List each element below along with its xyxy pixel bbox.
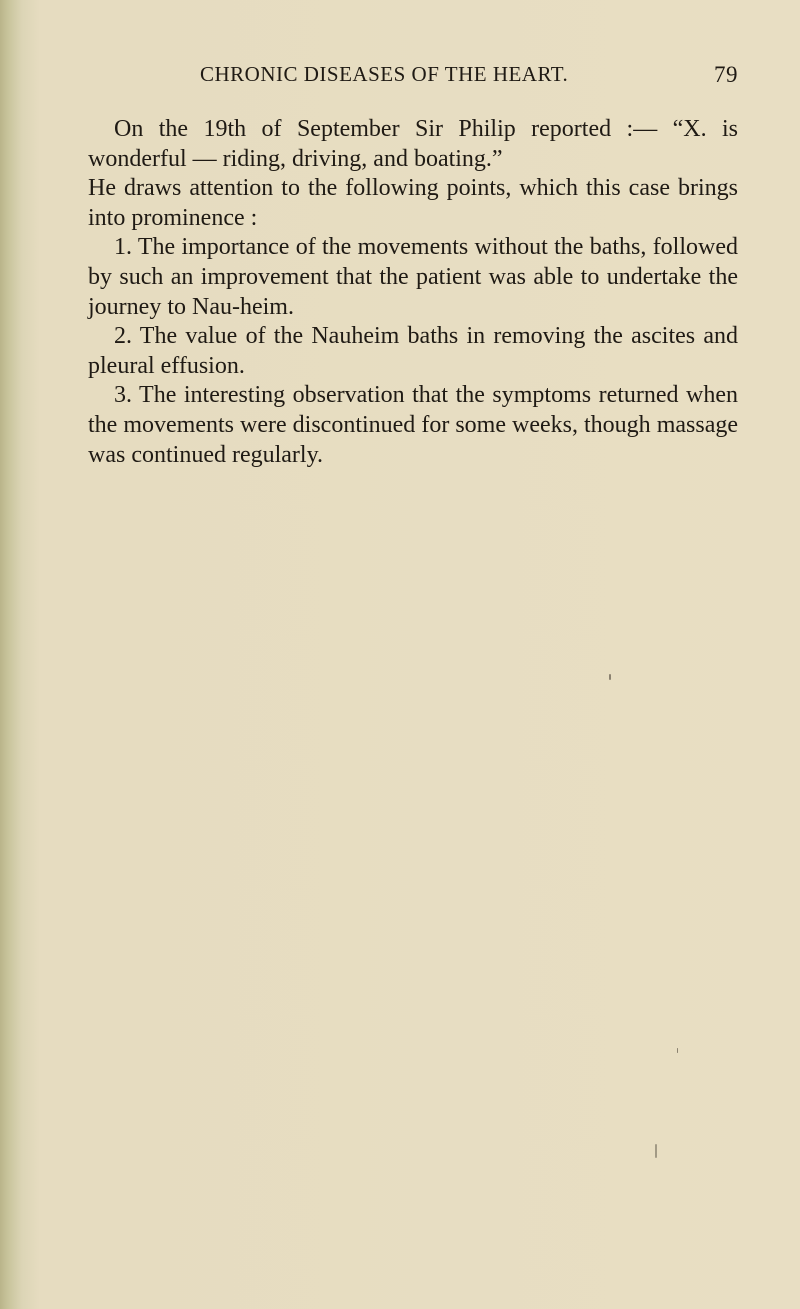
paper-speck [677, 1048, 678, 1053]
page-number: 79 [714, 62, 738, 87]
running-title: CHRONIC DISEASES OF THE HEART. [200, 62, 569, 86]
paragraph-point-2: 2. The value of the Nauheim baths in removing the ascites and pleural effusion. [88, 323, 738, 379]
paragraph-points-intro: He draws attention to the following points, which this case brings into prominence : [88, 175, 738, 231]
paper-speck [609, 674, 611, 680]
paper-speck [655, 1144, 657, 1158]
paragraph-report: On the 19th of September Sir Philip reported :— “X. is wonderful — riding, driving, and boating.” [88, 116, 738, 172]
body-text [88, 115, 738, 470]
paragraph-point-3: 3. The interesting observation that the symptoms returned when the movements were discontinued for some weeks, though massage was continued regularly. [88, 382, 738, 468]
page-header [200, 62, 740, 90]
paragraph-point-1: 1. The importance of the movements without the baths, followed by such an improvement that the patient was able to undertake the journey to Nau-heim. [88, 234, 738, 320]
